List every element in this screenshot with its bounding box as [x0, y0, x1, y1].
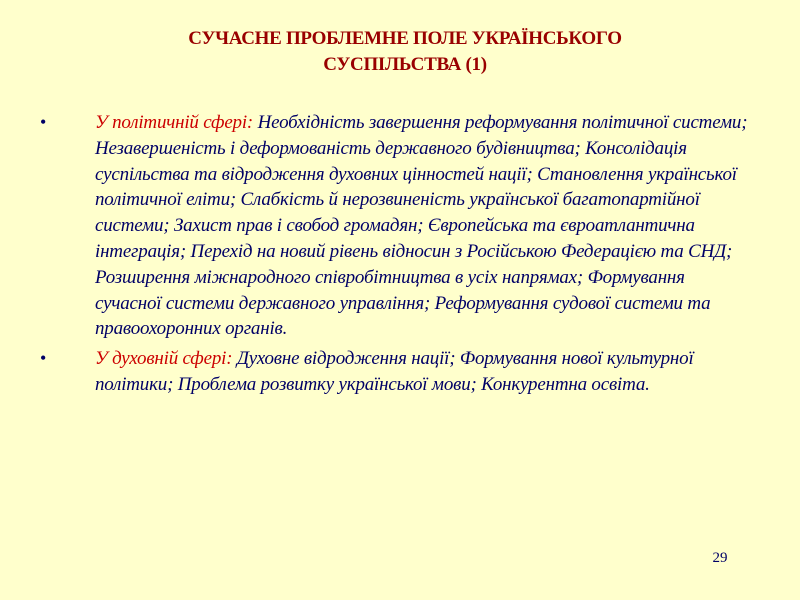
bullet-item-political	[40, 110, 750, 342]
page-number: 29	[712, 550, 728, 566]
bullet-list	[40, 110, 750, 402]
slide-title	[100, 26, 710, 78]
slide-title-line-1: СУЧАСНЕ ПРОБЛЕМНЕ ПОЛЕ УКРАЇНСЬКОГО	[188, 28, 622, 49]
bullet-item-spiritual	[40, 346, 750, 398]
bullet-marker: •	[40, 348, 47, 369]
bullet-lead-political: У політичній сфері:	[95, 112, 254, 133]
slide-title-line-2: СУСПІЛЬСТВА (1)	[323, 54, 487, 75]
bullet-marker: •	[40, 112, 47, 132]
bullet-lead-spiritual: У духовній сфері:	[95, 348, 233, 370]
bullet-text-spiritual: Духовне відродження нації; Формування нової культурної політики; Проблема розвитку української мови; Конкурентна освіта.	[95, 348, 694, 395]
bullet-text-political: Необхідність завершення реформування політичної системи; Незавершеність і деформованість державного будівництва; Консолідація суспільства та відродження духовних цінностей нації; Становлення української політичної еліти; Слабкість й нерозвиненість української багатопартійної системи; Захист прав і свобод громадян; Європейська та євроатлантична інтеграція; Перехід на новий рівень відносин з Російською Федерацією та СНД; Розширення міжнародного співробітництва в усіх напрямах; Формування сучасної системи державного управління; Реформування судової системи та правоохоронних органів.	[95, 112, 748, 340]
